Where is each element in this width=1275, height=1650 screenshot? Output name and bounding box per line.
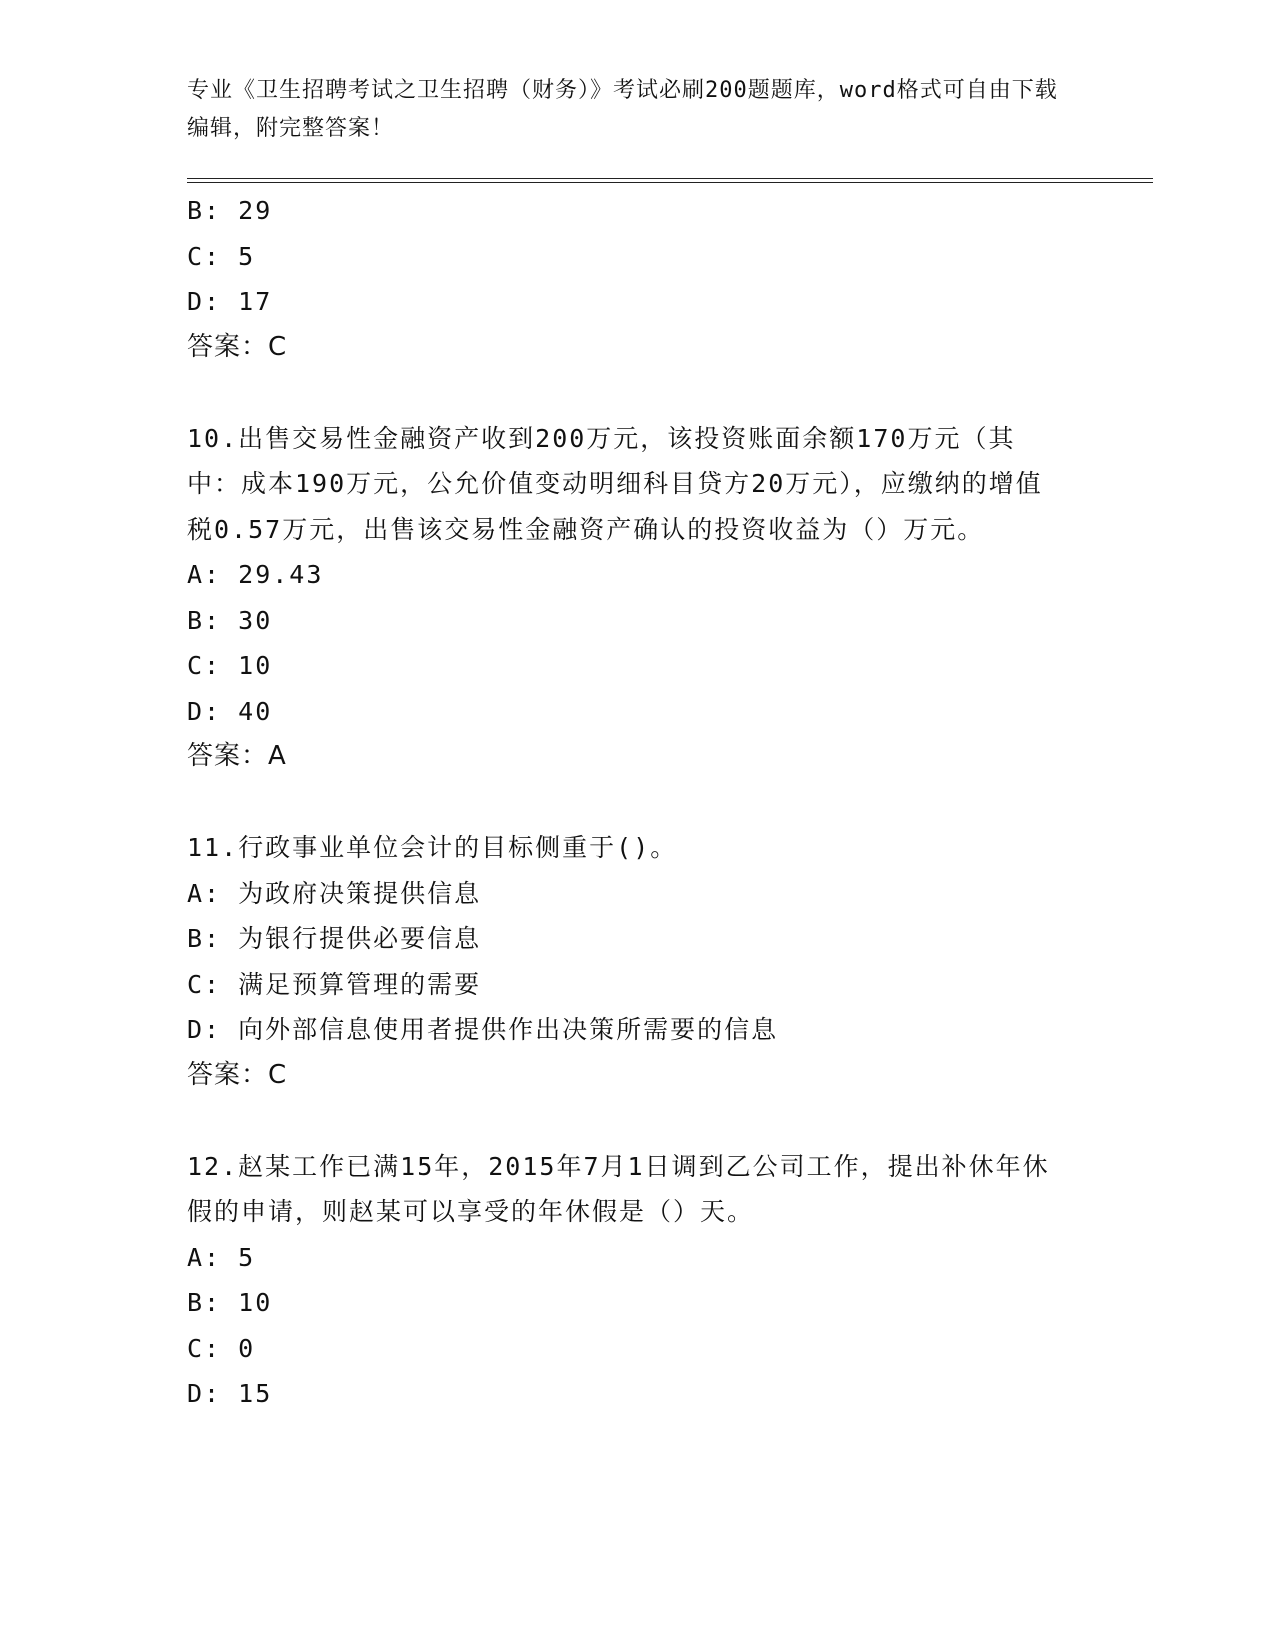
question-11 bbox=[187, 825, 1077, 1098]
question-text: 11.行政事业单位会计的目标侧重于()。 bbox=[187, 833, 678, 862]
spacer bbox=[187, 780, 1077, 826]
option-a: A: 5 bbox=[187, 1242, 256, 1272]
header-divider bbox=[187, 178, 1153, 183]
option-d: D: 15 bbox=[187, 1379, 273, 1408]
question-12 bbox=[187, 1144, 1077, 1417]
answer: 答案：C bbox=[187, 331, 288, 362]
option-b: B: 10 bbox=[187, 1288, 273, 1317]
spacer bbox=[187, 1098, 1077, 1144]
answer: 答案：A bbox=[187, 741, 287, 771]
question-9 bbox=[187, 188, 1077, 370]
option-d: D: 向外部信息使用者提供作出决策所需要的信息 bbox=[187, 1015, 779, 1044]
option-a: A: 为政府决策提供信息 bbox=[187, 878, 482, 908]
spacer bbox=[187, 370, 1077, 416]
document-header: 专业《卫生招聘考试之卫生招聘（财务）》考试必刷200题题库，word格式可自由下载编辑，附完整答案！ bbox=[187, 78, 1058, 141]
option-d: D: 17 bbox=[187, 287, 273, 316]
question-text: 12.赵某工作已满15年，2015年7月1日调到乙公司工作，提出补休年休假的申请，则赵某可以享受的年休假是（）天。 bbox=[187, 1151, 1050, 1226]
option-d: D: 40 bbox=[187, 696, 273, 726]
option-c: C: 5 bbox=[187, 241, 256, 271]
question-10 bbox=[187, 416, 1077, 780]
option-a: A: 29.43 bbox=[187, 560, 324, 589]
option-b: B: 29 bbox=[187, 196, 273, 225]
question-text: 10.出售交易性金融资产收到200万元，该投资账面余额170万元（其中：成本190万元，公允价值变动明细科目贷方20万元），应缴纳的增值税0.57万元，出售该交易性金融资产确认的投资收益为（）万元。 bbox=[187, 423, 1043, 544]
option-c: C: 0 bbox=[187, 1333, 256, 1363]
option-c: C: 满足预算管理的需要 bbox=[187, 969, 482, 999]
question-content bbox=[187, 188, 1077, 1417]
option-b: B: 30 bbox=[187, 605, 273, 635]
option-c: C: 10 bbox=[187, 651, 273, 680]
answer: 答案：C bbox=[187, 1059, 288, 1090]
option-b: B: 为银行提供必要信息 bbox=[187, 924, 482, 953]
